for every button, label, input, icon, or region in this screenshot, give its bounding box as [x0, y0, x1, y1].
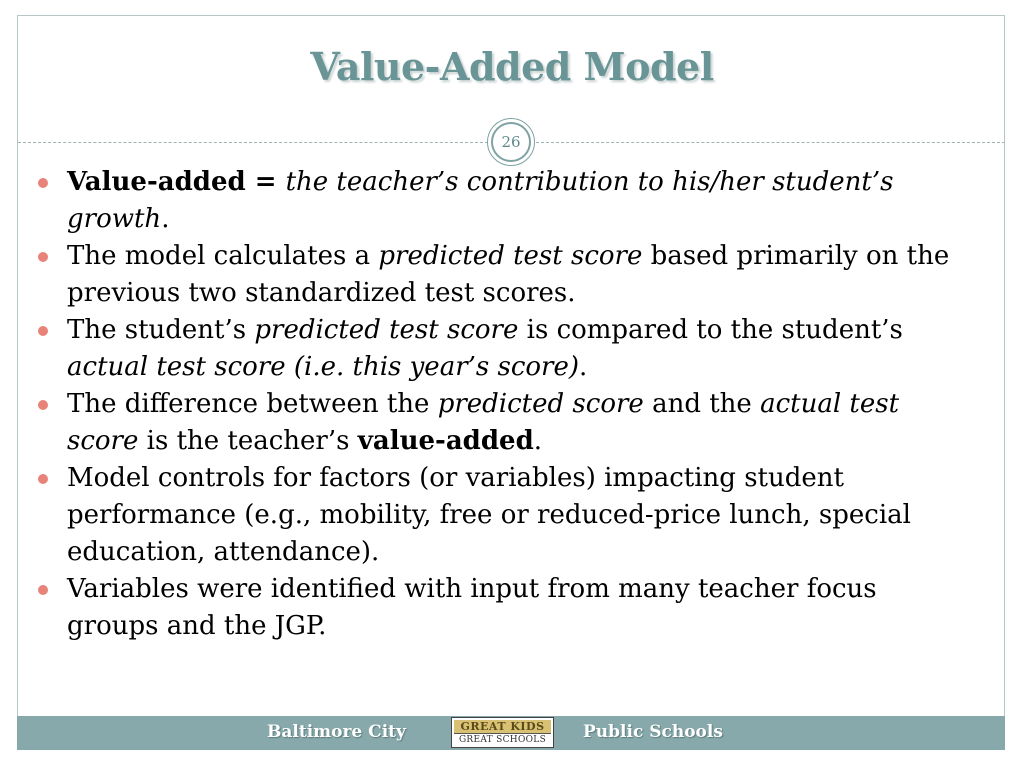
bullet-text-run: .: [533, 426, 543, 456]
bullet-text-run: based primarily on the previous two standardized test scores.: [67, 241, 950, 308]
bullet-list: [36, 164, 966, 645]
bullet-item: [36, 164, 966, 238]
bullet-text-run: The model calculates a: [67, 241, 379, 271]
bullet-text-run: .: [161, 204, 170, 234]
bullet-dot-icon: [38, 326, 48, 336]
footer-left-text: Baltimore City: [267, 722, 406, 742]
bullet-item: [36, 312, 966, 386]
logo-bottom-text: GREAT SCHOOLS: [454, 734, 551, 746]
bullet-text-run: actual test score (i.e. this year’s score): [67, 352, 580, 382]
bullet-item: [36, 460, 966, 571]
bullet-text-run: is the teacher’s: [138, 426, 358, 456]
bullet-item: [36, 238, 966, 312]
bullet-item: [36, 571, 966, 645]
bullet-text-run: Variables were identified with input from many teacher focus groups and the JGP.: [67, 574, 877, 641]
page-number: 26: [491, 122, 531, 162]
bullet-text-run: predicted test score: [378, 241, 643, 271]
bullet-text-run: is compared to the student’s: [518, 315, 903, 345]
bullet-item: [36, 386, 966, 460]
bullet-dot-icon: [38, 252, 48, 262]
bullet-text-run: predicted score: [437, 389, 644, 419]
bullet-text-run: and the: [643, 389, 761, 419]
bullet-text-run: =: [245, 167, 286, 197]
bullet-text-run: Model controls for factors (or variables) impacting student performance (e.g., mobility, free or reduced-price lunch, special education, attendance).: [67, 463, 911, 567]
slide-title: Value-Added Model: [310, 44, 714, 89]
bullet-text-run: the teacher’s contribution to his/her student’s growth: [67, 167, 894, 234]
bullet-dot-icon: [38, 400, 48, 410]
bullet-text-run: The student’s: [67, 315, 255, 345]
bullet-text-run: The difference between the: [67, 389, 438, 419]
bullet-dot-icon: [38, 585, 48, 595]
page-number-badge: [487, 118, 535, 166]
bullet-text-run: predicted test score: [254, 315, 519, 345]
great-kids-logo: [451, 717, 554, 748]
title-divider-left: [18, 142, 488, 143]
title-divider-right: [536, 142, 1005, 143]
bullet-text-run: value-added: [357, 426, 534, 456]
bullet-text-run: Value-added: [67, 167, 246, 197]
bullet-dot-icon: [38, 178, 48, 188]
footer-right-text: Public Schools: [583, 722, 723, 742]
logo-top-text: GREAT KIDS: [454, 720, 551, 734]
bullet-text-run: .: [579, 352, 588, 382]
bullet-dot-icon: [38, 474, 48, 484]
bullet-text-run: actual test score: [67, 389, 900, 456]
